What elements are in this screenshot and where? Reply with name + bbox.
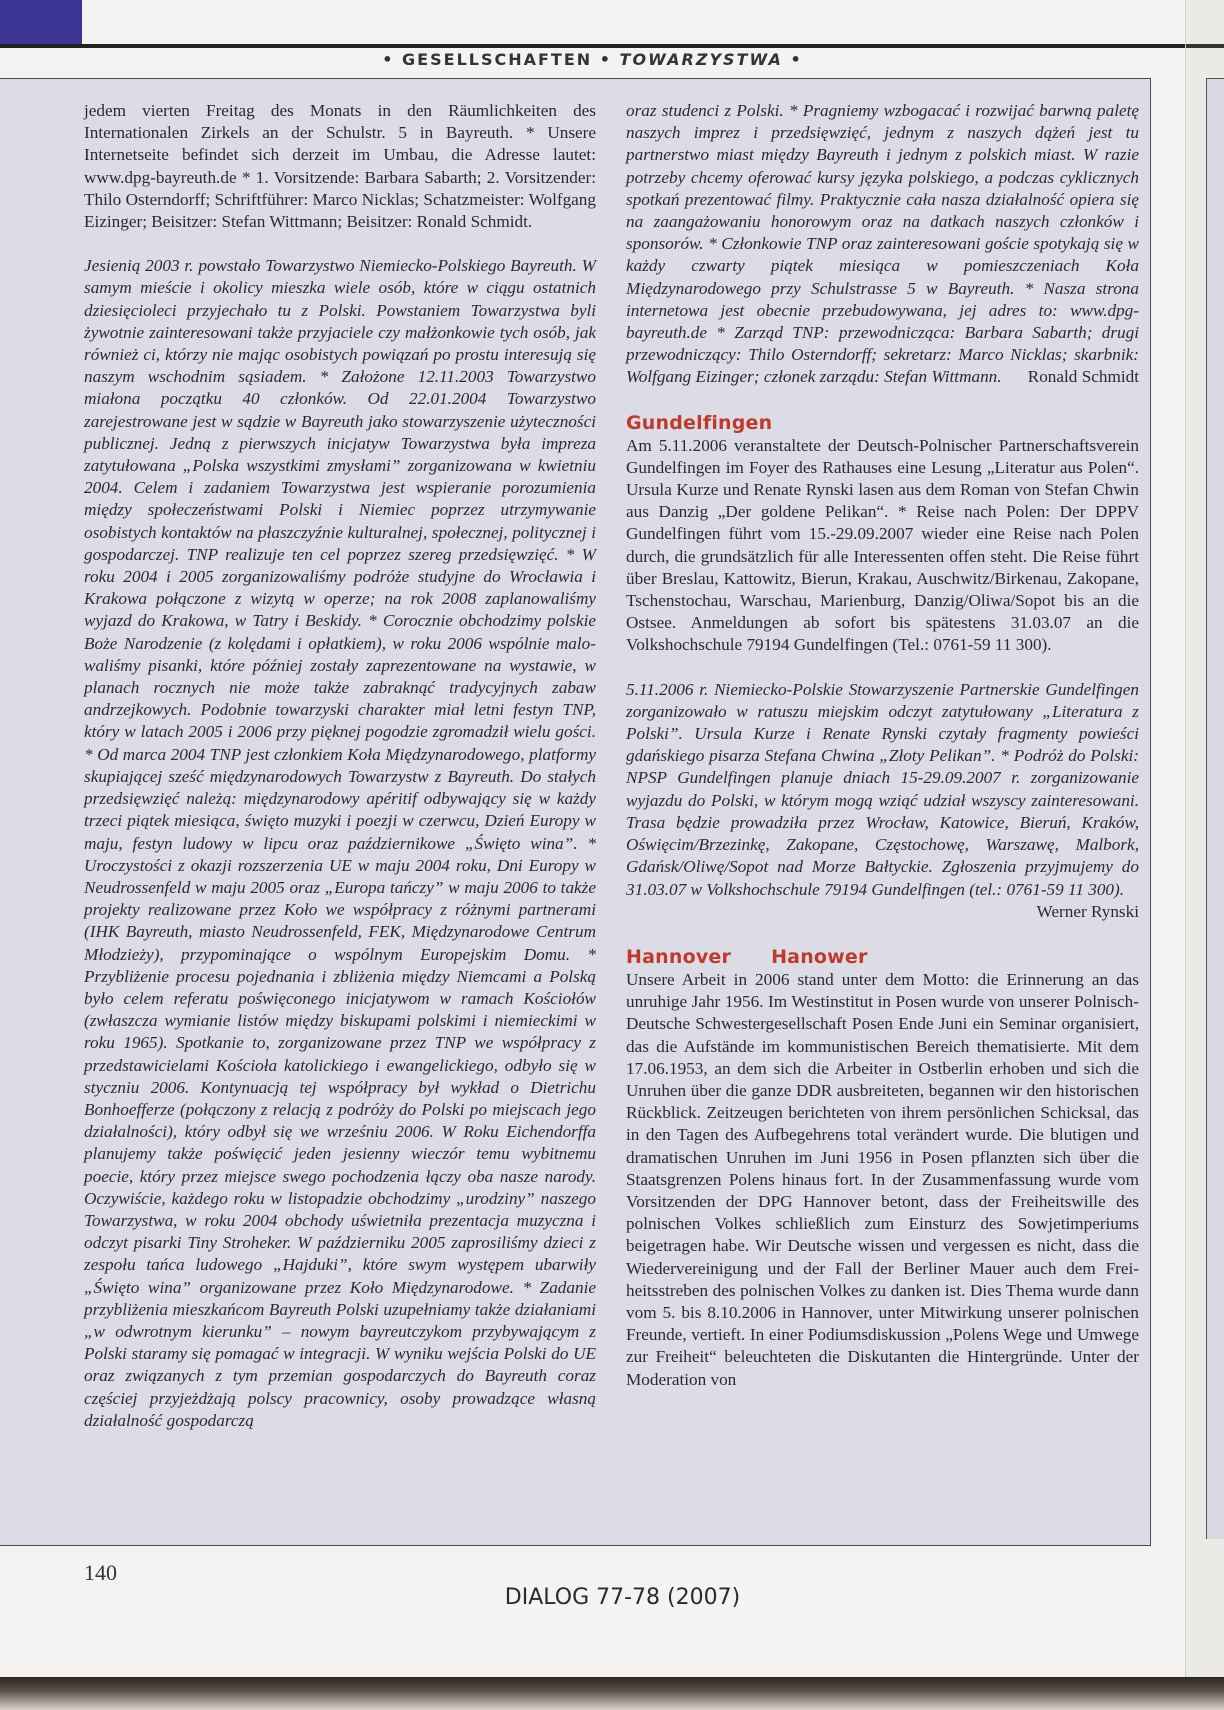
bullet: • [382,50,395,69]
gundelfingen-heading: Gundelfingen [626,411,773,434]
section-label-de: GESELLSCHAFTEN [402,50,593,69]
bullet: • [599,50,612,69]
hannover-heading [626,945,1139,969]
publication-title: DIALOG 77-78 (2007) [504,1585,741,1610]
bayreuth-de-paragraph: jedem vierten Freitag des Monats in den Räumlichkeiten des Internationalen Zirkels an der Schulstr. 5 in Bayreuth. * Unsere Internetseite befindet sich derzeit im Umbau, die Adresse lautet: www.dpg-bayreuth.de * 1. Vorsitzende: Barbara Sabarth; 2. Vorsitzender: Thilo Osterndorff; Schriftführer: Marco Nicklas; Schatzmeister: Wolfgang Eizinger; Beisitzer: Stefan Wittmann; Beisitzer: Ronald Schmidt. [84,101,596,232]
facing-page-box [1206,78,1224,1539]
scan-edge-shadow [0,1677,1224,1710]
bayreuth-pl-continued [626,100,1139,389]
header-rule [0,44,1185,48]
left-column [84,100,596,1432]
section-header [0,50,1185,69]
gundelfingen-de-paragraph: Am 5.11.2006 veranstaltete der Deutsch-Polnischer Partnerschaftsverein Gundelfingen im Foyer des Rathauses eine Lesung „Literatur aus Polen“. Ursula Kurze und Renate Rynski lasen aus dem Roman von Stefan Chwin aus Danzig „Der goldene Pelikan“. * Reise nach Polen: Der DPPV Gundelfingen führt vom 15.-29.09.2007 wieder eine Reise nach Polen durch, die grundsätzlich für alle Interessenten offen steht. Die Reise führt über Breslau, Kattowitz, Bierun, Krakau, Auschwitz/Birkenau, Zakopane, Tschenstochau, Warschau, Marienburg, Danzig/Oliwa/Sopot bis an die Ostsee. Anmeldungen ab sofort bis spätestens 31.03.07 an die Volkshochschule 79194 Gundelfingen (Tel.: 0761-59 11 300). [626,435,1139,655]
bayreuth-author: Ronald Schmidt [1027,367,1139,387]
right-column [626,100,1139,1391]
color-tab-decoration [0,0,82,47]
section-label-pl: TOWARZYSTWA [619,50,783,69]
hannover-heading-de: Hannover [626,945,732,968]
gundelfingen-author: Werner Rynski [1036,901,1139,921]
page-number: 140 [84,1560,117,1585]
gundelfingen-pl-paragraph: 5.11.2006 r. Niemiecko-Polskie Stowarzyszenie Partnerskie Gundelfingen zorganizowało w ratuszu miejskim odczyt zatytułowany „Literatura z Polski”. Ursula Kurze i Renate Rynski czytały fragmenty powieści gdańskiego pisarza Stefana Chwina „Złoty Pelikan”. * Podróż do Polski: NPSP Gundelfingen planuje dniach 15-29.09.2007 r. zorganizowanie wyjazdu do Polski, w którym mogą wziąć udział wszyscy zainteresowani. Trasa będzie prowadziła przez Wrocław, Katowice, Bieruń, Kraków, Oświęcim/Brzezinkę, Zakopane, Częstochowę, Warszawę, Malbork, Gdańsk/Oliwę/Sopot nad Morze Bałtyckie. Zgłoszenia przyjmujemy do 31.03.07 w Volkshochschule 79194 Gundelfingen (tel.: 0761-59 11 300). [626,679,1139,899]
bullet: • [790,50,803,69]
facing-page-rule [1186,44,1224,48]
hannover-heading-pl: Hanower [771,945,868,968]
hannover-de-paragraph: Unsere Arbeit in 2006 stand unter dem Motto: die Erinnerung an das unruhige Jahr 1956. Im Westinstitut in Posen wurde von unserer Polnisch-Deutsche Schwestergesellschaft Posen Ende Juni ein Seminar organisiert, das die Aufstände im kommunistischen Bereich thematisierte. Mit dem 17.06.1953, an dem sich die Arbeiter in Ostberlin erhoben und sich die Unruhen über die ganze DDR ausbreiteten, begannen wir den historischen Rückblick. Zeitzeugen berichteten von ihrem persönlichen Schicksal, das in den Tagen des Aufbegehrens total verändert wurde. Die blutigen und dramatischen Unruhen im Juni 1956 in Posen pflanzten sich über die Staatsgrenzen Polens hinaus fort. In der Zusammenfassung wurde vom Vorsitzenden der DPG Hannover betont, dass der Freiheitswille des polnischen Volkes schließlich zum Einsturz des Sowjetimperiums beigetragen habe. Wir Deutsche wissen und vergessen es nicht, dass die Wiedervereinigung und der Fall der Berliner Mauer auch dem Freiheitsstreben des polnischen Volkes zu danken ist. Dies Thema wurde dann vom 5. bis 8.10.2006 in Hannover, unter Mitwirkung unserer polnischen Freunde, vertieft. In einer Podiumsdiskussion „Polens Wege und Umwege zur Freiheit“ beleuchteten die Diskutanten die Hintergründe. Unter der Moderation von [626,969,1139,1389]
bayreuth-pl-text: oraz studenci z Polski. * Pragniemy wzbogacać i rozwijać barwną paletę naszych imprez i przedsięwzięć, jednym z naszych dążeń jest tu partnerstwo miast między Bayreuth i jednym z polskich miast. W razie potrzeby chcemy oferować kursy języka polskiego, a podczas cyklicznych spotkań prezentować filmy. Praktycznie cała nasza działalność opiera się na zaangażowaniu honorowym oraz na datkach naszych członków i sponsorów. * Członkowie TNP oraz zainteresowani goście spotykają się w każdy czwarty piątek miesiąca w pomieszczeniach Koła Międzynarodowego przy Schulstrasse 5 w Bayreuth. * Nasza strona internetowa jest obecnie przebudowywana, jej adres to: www.dpg-bayreuth.de * Zarząd TNP: przewodnicząca: Barbara Sabarth; drugi przewodniczący: Thilo Osterndorff; sekretarz: Marco Nicklas; skarbnik: Wolfgang Eizinger; członek zarządu: Stefan Wittmann. [626,101,1139,387]
bayreuth-pl-paragraph: Jesienią 2003 r. powstało Towarzystwo Niemiecko-Polskiego Bayreuth. W samym mieście i okolicy mieszka wiele osób, które w ciągu ostatnich dziesięcioleci przyjechało tu z Polski. Powstaniem Towarzystwa byli żywotnie zainteresowani także przyjaciele czy małżonkowie tych osób, jak również ci, którzy nie mając osobistych powiązań po prostu interesują się naszym wschodnim sąsiadem. * Założone 12.11.2003 Towarzystwo miałona początku 40 członków. Od 22.01.2004 Towarzystwo zarejestrowane jest w sądzie w Bayreuth jako stowarzyszenie użyteczności publicznej. Jedną z pierwszych inicjatyw Towarzystwa była impreza zatytułowana „Polska wszystkimi zmysłami” zorganizowana w kwietniu 2004. Celem i zadaniem Towarzystwa jest wspieranie porozumienia między społeczeństwami Polski i Niemiec poprzez utrzymywanie osobistych kontaktów na płaszczyźnie kulturalnej, społecznej, politycznej i gospodarczej. TNP realizuje ten cel poprzez szereg przedsięwzięć. * W roku 2004 i 2005 zorganizowaliśmy podróże studyjne do Wrocławia i Krakowa połączone z wizytą w operze; na rok 2008 zaplanowaliśmy wyjazd do Krakowa, w Tatry i Beskidy. * Corocznie obchodzimy polskie Boże Narodzenie (z kolędami i opłatkiem), w roku 2006 wspólnie malowaliśmy pisanki, które później zostały zaprezentowane na wystawie, w planach rocznych nie może także zabraknąć tradycyjnych zabaw andrzejkowych. Podobnie towarzyski charakter miał letni festyn TNP, który w latach 2005 i 2006 przy pięknej pogodzie zgromadził wielu gości. * Od marca 2004 TNP jest członkiem Koła Międzynarodowego, platformy skupiającej sześć międzynarodowych Towarzystw z Bayreuth. Do stałych przedsięwzięć należą: międzynarodowy apéritif odbywający się w każdy trzeci piątek miesiąca, święto muzyki i poezji w czerwcu, Dzień Europy w maju, festyn ludowy w lipcu oraz październikowe „Święto wina”. * Uroczystości z okazji rozszerzenia UE w maju 2004 roku, Dni Europy w Neudrossenfeld w maju 2005 oraz „Europa tańczy” w maju 2006 to także projekty realizowane przez Koło we współpracy z różnymi partnerami (IHK Bayreuth, miasto Neudrossenfeld, FEK, Międzynarodowe Centrum Młodzieży), przypominające o wspólnym Europejskim Domu. * Przybliżenie procesu pojednania i zbliżenia między Niemcami a Polską było celem referatu poświęconego inicjatywom w ramach Kościołów (zwłaszcza wymianie listów między biskupami polskimi i niemieckimi w roku 1965). Spotkanie to, zorganizowane przez TNP we współpracy z przedstawicielami Kościoła katolickiego i ewangelickiego, odbyło się w styczniu 2006. Kontynuacją tej współpracy był wykład o Dietrichu Bonhoefferze (połączony z relacją z podróży do Polski po miejscach jego działalności), który odbył się we wrześniu 2006. W Roku Eichendorffa planujemy także poświęcić jeden jesienny wieczór temu wybitnemu poecie, który przez miejsce swego pochodzenia łączy oba nasze narody. Oczywiście, każdego roku w listopadzie obchodzimy „urodziny” naszego Towarzystwa, w roku 2004 obchody uświetniła prezentacja muzyczna i odczyt pisarki Tiny Stroheker. W październiku 2005 zaprosiliśmy dzieci z zespołu tańca ludowego „Hajduki”, które swym występem ubarwiły „Święto wina” organizowane przez Koło Międzynarodowe. * Zadanie przybliżenia mieszkańcom Bayreuth Polski uzupełniamy także działaniami „w odwrotnym kierunku” – nowym bayreutczykom przybywającym z Polski staramy się pomagać w integracji. W wyniku wejścia Polski do UE oraz związanych z tym przemian gospodarczych do Bayreuth coraz częściej przyjeżdżają polscy pracownicy, osoby prowadzące własną działalność gospodarczą [84,256,596,1430]
facing-page-edge [1185,0,1224,1710]
